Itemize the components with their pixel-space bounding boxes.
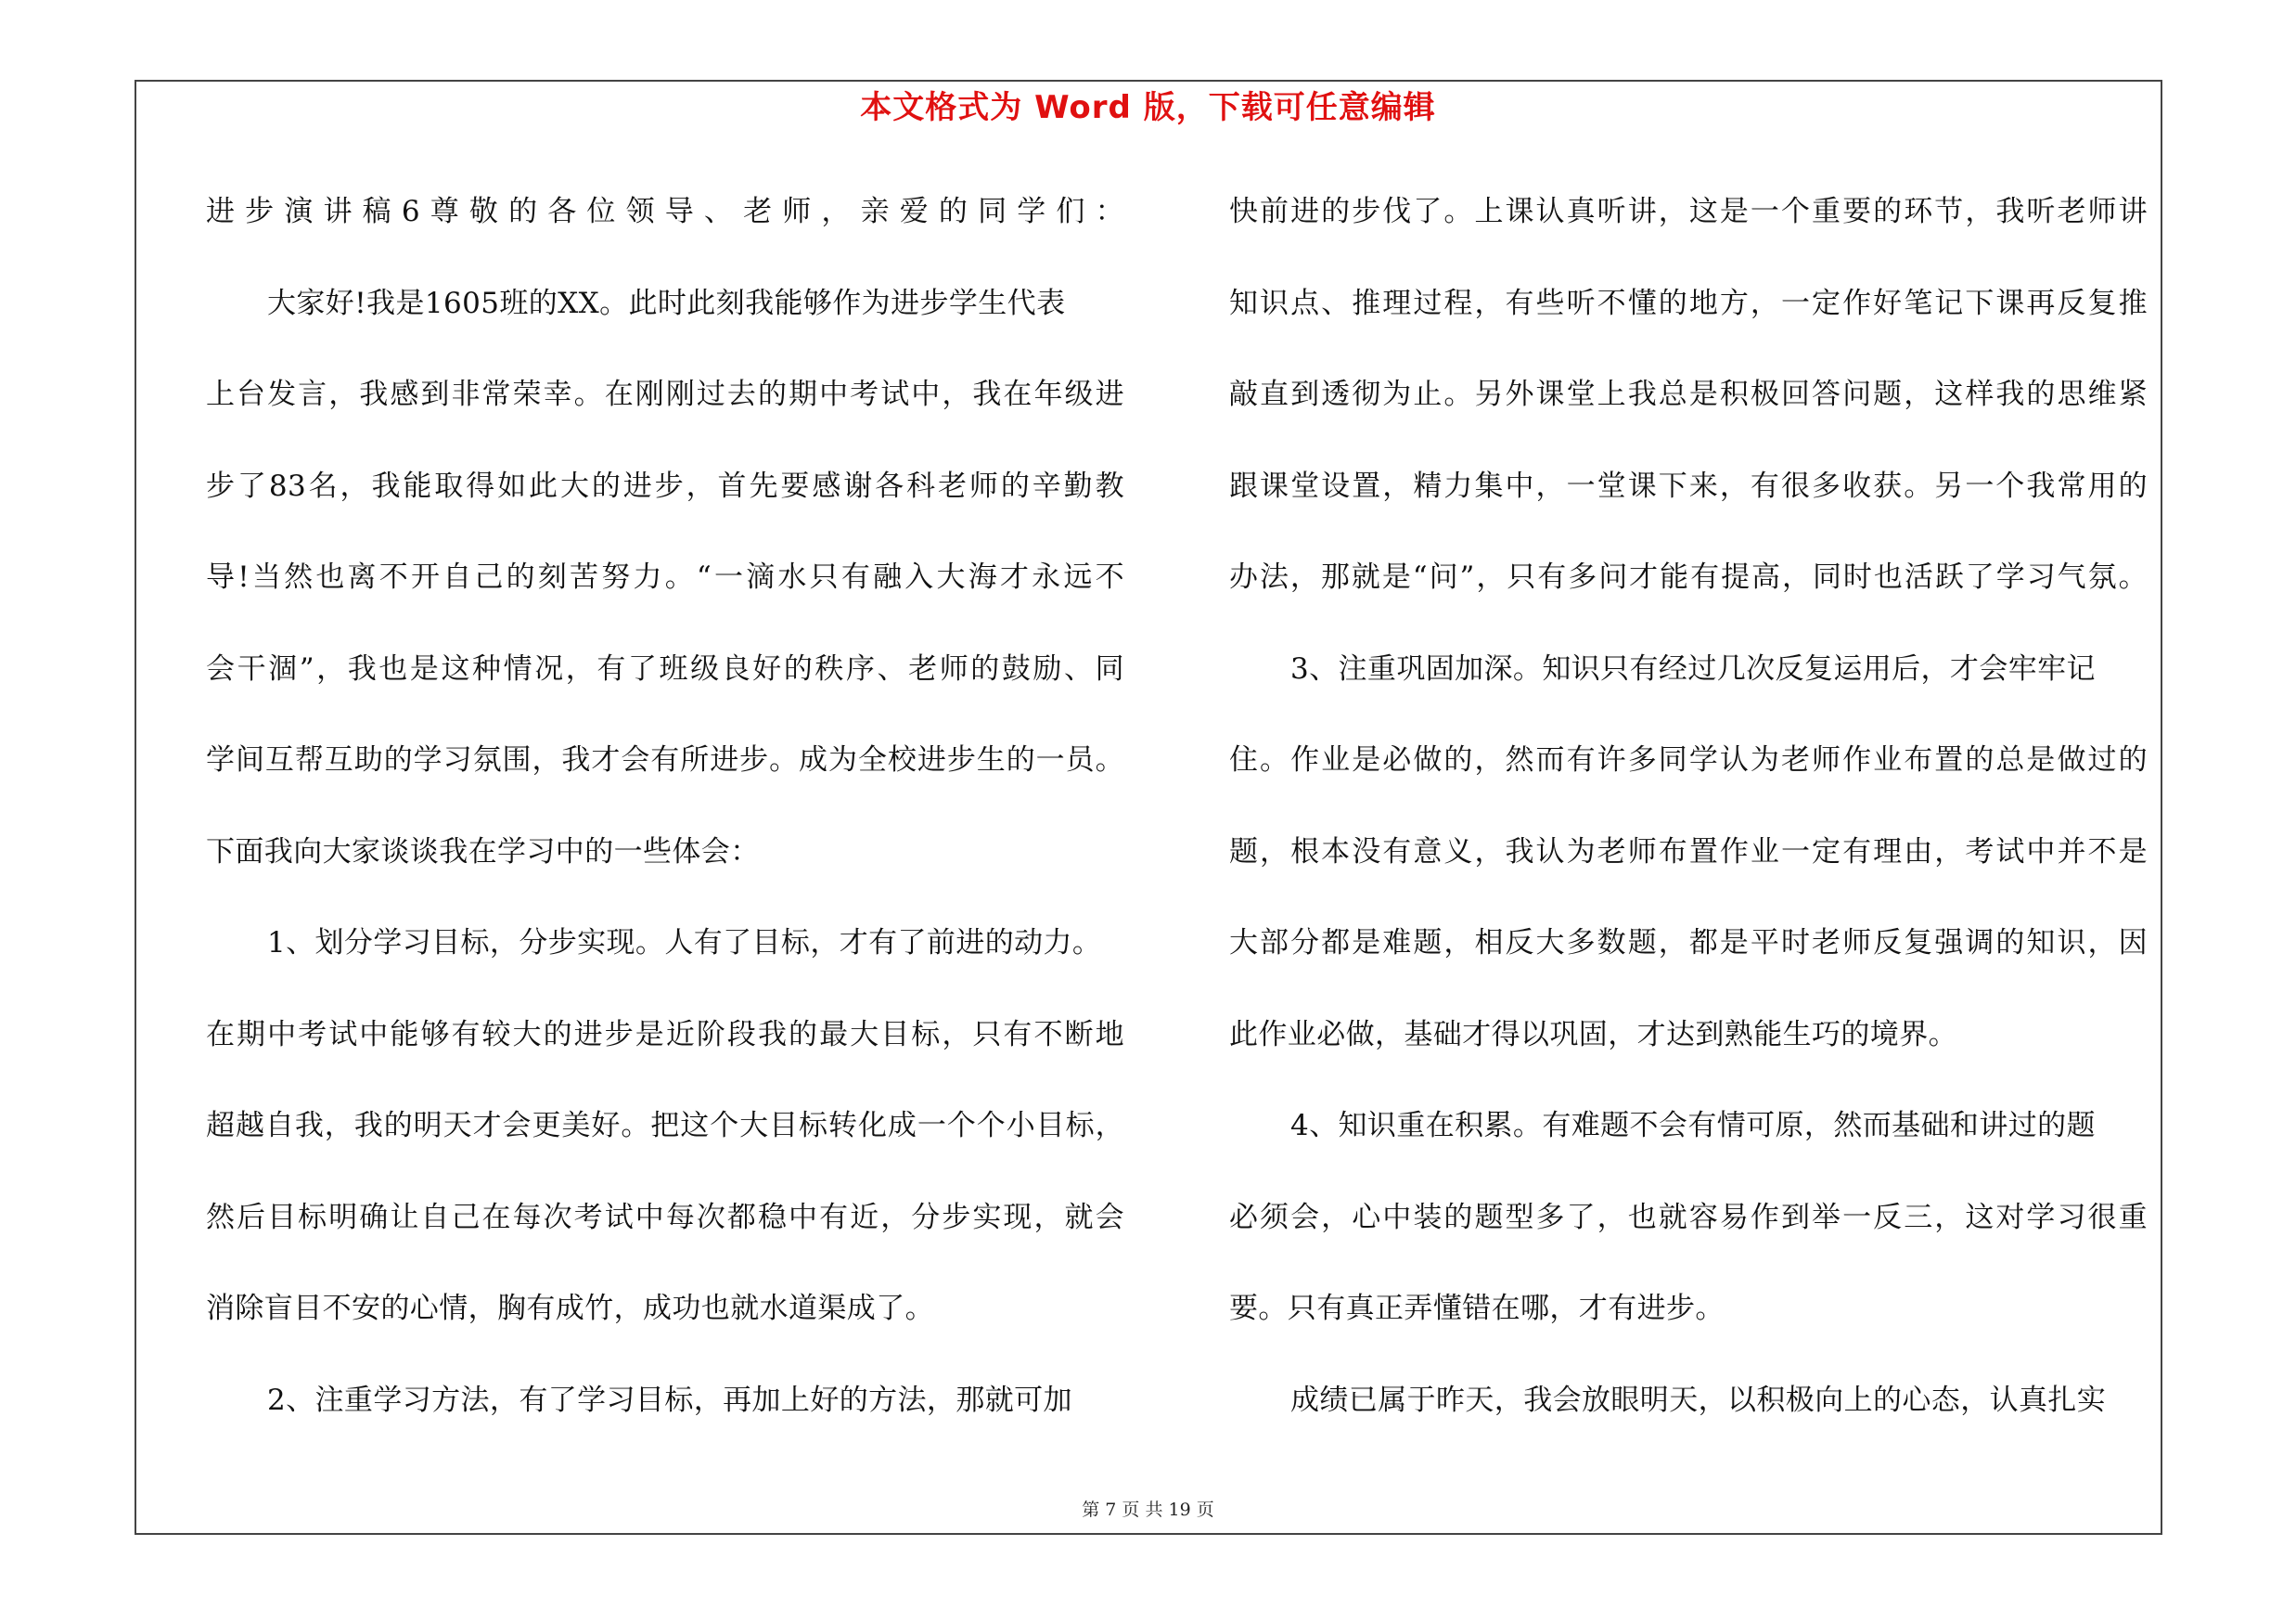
paragraph-line: 会干涸”，我也是这种情况，有了班级良好的秩序、老师的鼓励、同 [206, 651, 1124, 686]
paragraph-line: 大家好!我是1605班的XX。此时此刻我能够作为进步学生代表 [267, 286, 1066, 320]
paragraph-line: 超越自我，我的明天才会更美好。把这个大目标转化成一个个小目标， [206, 1109, 1124, 1142]
right-column [1229, 184, 2148, 1463]
paragraph-line: 4、知识重在积累。有难题不会有情可原，然而基础和讲过的题 [1290, 1109, 2096, 1142]
paragraph-line: 上台发言，我感到非常荣幸。在刚刚过去的期中考试中，我在年级进 [206, 378, 1124, 411]
paragraph-line: 步了83名，我能取得如此大的进步，首先要感谢各科老师的辛勤教 [206, 469, 1124, 503]
paragraph-line: 要。只有真正弄懂错在哪，才有进步。 [1229, 1292, 1725, 1325]
header-banner: 本文格式为 Word 版，下载可任意编辑 [860, 89, 1436, 126]
paragraph-line: 快前进的步伐了。上课认真听讲，这是一个重要的环节，我听老师讲 [1229, 195, 2148, 228]
paragraph-line: 跟课堂设置，精力集中，一堂课下来，有很多收获。另一个我常用的 [1229, 469, 2148, 503]
paragraph-line: 然后目标明确让自己在每次考试中每次都稳中有近，分步实现，就会 [206, 1200, 1124, 1234]
paragraph-line: 下面我向大家谈谈我在学习中的一些体会： [206, 834, 760, 869]
paragraph-line: 在期中考试中能够有较大的进步是近阶段我的最大目标，只有不断地 [206, 1017, 1124, 1051]
paragraph-line: 进步演讲稿6尊敬的各位领导、老师，亲爱的同学们： [206, 195, 1124, 228]
paragraph-line: 2、注重学习方法，有了学习目标，再加上好的方法，那就可加 [267, 1383, 1072, 1417]
paragraph-line: 此作业必做，基础才得以巩固，才达到熟能生巧的境界。 [1229, 1017, 1957, 1051]
paragraph-line: 必须会，心中装的题型多了，也就容易作到举一反三，这对学习很重 [1229, 1200, 2148, 1234]
paragraph-line: 办法，那就是“问”，只有多问才能有提高，同时也活跃了学习气氛。 [1229, 560, 2148, 594]
paragraph-line: 敲直到透彻为止。另外课堂上我总是积极回答问题，这样我的思维紧 [1229, 378, 2148, 411]
paragraph-line: 消除盲目不安的心情，胸有成竹，成功也就水道渠成了。 [206, 1292, 934, 1325]
paragraph-line: 题，根本没有意义，我认为老师布置作业一定有理由，考试中并不是 [1229, 834, 2148, 869]
page-number: 第 7 页 共 19 页 [1082, 1500, 1214, 1520]
paragraph-line: 成绩已属于昨天，我会放眼明天，以积极向上的心态，认真扎实 [1290, 1383, 2107, 1417]
paragraph-line: 知识点、推理过程，有些听不懂的地方，一定作好笔记下课再反复推 [1229, 286, 2148, 320]
paragraph-line: 大部分都是难题，相反大多数题，都是平时老师反复强调的知识，因 [1229, 926, 2148, 960]
paragraph-line: 3、注重巩固加深。知识只有经过几次反复运用后，才会牢牢记 [1290, 651, 2096, 686]
paragraph-line: 学间互帮互助的学习氛围，我才会有所进步。成为全校进步生的一员。 [206, 743, 1124, 777]
paragraph-line: 导!当然也离不开自己的刻苦努力。“一滴水只有融入大海才永远不 [206, 560, 1124, 594]
paragraph-line: 住。作业是必做的，然而有许多同学认为老师作业布置的总是做过的 [1229, 743, 2148, 777]
paragraph-line: 1、划分学习目标，分步实现。人有了目标，才有了前进的动力。 [267, 926, 1102, 960]
left-column [206, 184, 1124, 1463]
